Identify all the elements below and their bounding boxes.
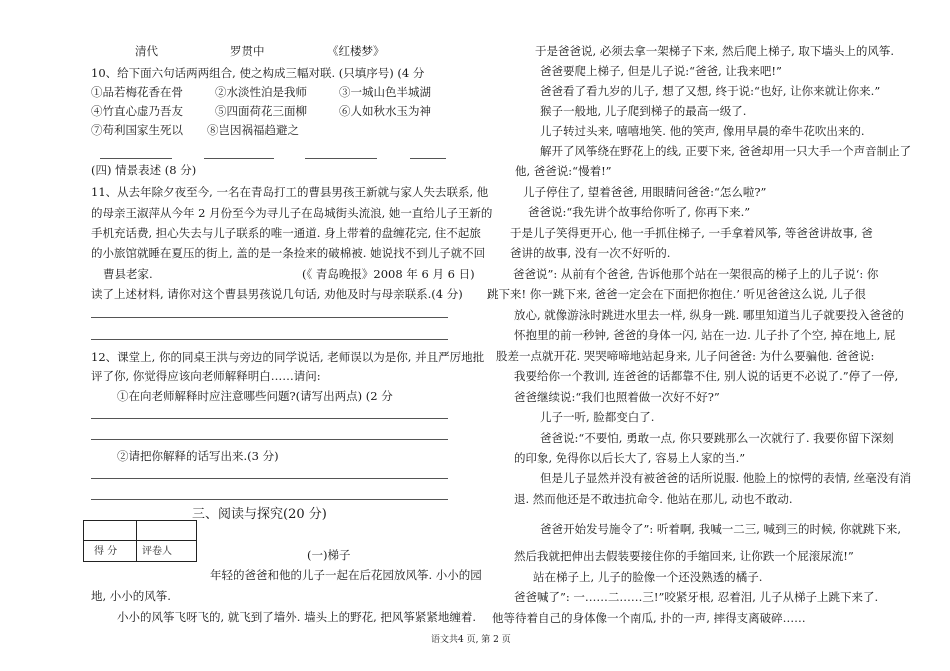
- right-line-18: 爸爸继续说:“我们也照着做一次好不好?”: [514, 390, 720, 404]
- q10-blank-4[interactable]: [410, 158, 446, 159]
- q10-opt-5: ⑤四面荷花三面柳: [215, 104, 307, 118]
- right-line-12: 爸爸说”: 从前有个爸爸, 告诉他那个站在一架很高的梯子上的儿子说‘: 你: [513, 267, 879, 281]
- score-box: [83, 520, 197, 562]
- right-line-10: 于是儿子笑得更开心, 他一手抓住梯子, 一手拿着风筝, 等爸爸讲故事, 爸: [510, 226, 873, 240]
- q11-line-2: 的母亲王淑萍从今年 2 月份至今为寻儿子在岛城街头流浪, 她一直给儿子王新的: [91, 206, 493, 220]
- q10-stem: 10、给下面六句话两两组合, 使之构成三幅对联. (只填序号) (4 分: [91, 66, 425, 80]
- page-footer: 语文共4 页, 第 2 页: [431, 635, 511, 645]
- q11-last-line: 曹县老家.: [103, 267, 153, 281]
- q11-line-4: 的小旅馆就睡在夏压的街上, 盖的是一条捡来的破棉被. 她说找不到儿子就不回: [91, 246, 486, 260]
- story-title: (一)梯子: [307, 548, 351, 562]
- q12-sub-2: ②请把你解释的话写出来.(3 分): [117, 449, 279, 463]
- q10-blank-1[interactable]: [100, 158, 172, 159]
- q11-ask: 读了上述材料, 请你对这个曹县男孩说几句话, 劝他及时与母亲联系.(4 分): [91, 287, 463, 301]
- right-line-25: 然后我就把伸出去假装要接住你的手缩回来, 让你跌一个屁滚尿流!”: [514, 549, 854, 563]
- book-title: 《红楼梦》: [327, 44, 385, 58]
- right-line-2: 爸爸要爬上梯子, 但是儿子说:“爸爸, 让我来吧!”: [540, 64, 782, 78]
- right-line-9: 爸爸说:“我先讲个故事给你听了, 你再下来.”: [528, 205, 751, 219]
- right-line-5: 儿子转过头来, 嘻嘻地笑. 他的笑声, 像用早晨的牵牛花吹出来的.: [540, 124, 865, 138]
- story-line-2: 地, 小小的风筝.: [91, 589, 171, 603]
- q12-line-2: 评了你, 你觉得应该向老师解释明白……请问:: [91, 369, 321, 383]
- q11-line-1: 11、从去年除夕夜至今, 一名在青岛打工的曹县男孩王新就与家人失去联系, 他: [91, 185, 489, 199]
- author-2: 罗贯中: [230, 44, 265, 58]
- score-label: 得 分: [94, 546, 118, 557]
- right-line-16: 股差一点就开花. 哭哭啼啼地站起身来, 儿子问爸爸: 为什么要骗他. 爸爸说:: [496, 349, 875, 363]
- grader-label: 评卷人: [142, 546, 172, 557]
- story-line-3: 小小的风筝飞呀飞的, 就飞到了墙外. 墙头上的野花, 把风筝紧紧地缠着.: [117, 610, 477, 624]
- right-line-13: 跳下来! 你一跳下来, 爸爸一定会在下面把你抱住.’ 听见爸爸这么说, 儿子很: [487, 287, 866, 301]
- right-line-1: 于是爸爸说, 必须去拿一架梯子下来, 然后爬上梯子, 取下墙头上的风筝.: [535, 44, 895, 58]
- section-3-heading: 三、阅读与探究(20 分): [192, 507, 327, 522]
- author-1: 清代: [135, 44, 158, 58]
- q10-blank-3[interactable]: [305, 158, 377, 159]
- right-line-22: 但是儿子显然并没有被爸爸的话所说服. 他脸上的惊愕的表情, 丝毫没有消: [540, 471, 912, 485]
- q10-opt-6: ⑥人如秋水玉为神: [339, 104, 431, 118]
- right-line-6: 解开了风筝绕在野花上的线, 正要下来, 爸爸却用一只大手一个声音制止了: [540, 144, 912, 158]
- q11-answer-line-2[interactable]: [91, 339, 448, 340]
- right-line-20: 爸爸说:“不要怕, 勇敢一点, 你只要跳那么一次就行了. 我要你留下深刻: [540, 431, 894, 445]
- right-line-21: 的印象, 免得你以后长大了, 容易上人家的当.”: [514, 451, 746, 465]
- right-line-8: 儿子停住了, 望着爸爸, 用眼睛问爸爸:“怎么啦?”: [523, 185, 767, 199]
- right-line-26: 站在梯子上, 儿子的脸像一个还没熟透的橘子.: [533, 570, 763, 584]
- q12-answer-line-2[interactable]: [91, 439, 448, 440]
- q11-answer-line-1[interactable]: [91, 317, 448, 318]
- q12-answer-line-3[interactable]: [91, 478, 448, 479]
- right-line-7: 他, 爸爸说:“慢着!”: [515, 164, 612, 178]
- section-4-heading: (四) 情景表述 (8 分): [91, 163, 197, 177]
- q10-opt-2: ②水淡性泊是我师: [215, 85, 307, 99]
- q10-opt-1: ①品若梅花香在骨: [91, 85, 183, 99]
- q10-opt-3: ③一城山色半城湖: [339, 85, 431, 99]
- right-line-17: 我要给你一个教训, 连爸爸的话都靠不住, 别人说的话更不必说了.”停了一停,: [514, 369, 899, 383]
- q12-answer-line-1[interactable]: [91, 418, 448, 419]
- right-line-28: 他等待着自己的身体像一个南瓜, 扑的一声, 摔得支离破碎……: [492, 611, 806, 625]
- q10-opt-4: ④竹直心虚乃吾友: [91, 104, 183, 118]
- q11-line-3: 手机充话费, 担心失去与儿子联系的唯一通道. 身上带着的盘缠花完, 住不起旅: [91, 226, 481, 240]
- q10-blank-2[interactable]: [204, 158, 274, 159]
- q12-line-1: 12、课堂上, 你的同桌王洪与旁边的同学说话, 老师误以为是你, 并且严厉地批: [91, 350, 485, 364]
- q12-sub-1: ①在向老师解释时应注意哪些问题?(请写出两点) (2 分: [117, 389, 393, 403]
- right-line-4: 猴子一般地, 儿子爬到梯子的最高一级了.: [540, 104, 747, 118]
- q12-answer-line-4[interactable]: [91, 499, 448, 500]
- right-line-15: 怀抱里的前一秒钟, 爸爸的身体一闪, 站在一边. 儿子扑了个空, 掉在地上, 屁: [514, 328, 896, 342]
- q10-opt-8: ⑧岂因祸福趋避之: [207, 123, 299, 137]
- right-line-27: 爸爸喊了”: 一……二……三!”咬紧牙根, 忍着泪, 儿子从梯子上跳下来了.: [514, 590, 879, 604]
- right-line-23: 退. 然而他还是不敢违抗命令. 他站在那儿, 动也不敢动.: [514, 492, 793, 506]
- right-line-19: 儿子一听, 脸都变白了.: [540, 410, 655, 424]
- story-line-1: 年轻的爸爸和他的儿子一起在后花园放风筝. 小小的园: [210, 568, 482, 582]
- right-line-14: 放心, 就像游泳时跳进水里去一样, 纵身一跳. 哪里知道当儿子就要投入爸爸的: [514, 308, 904, 322]
- q11-source: (《 青岛晚报》2008 年 6 月 6 日): [302, 267, 475, 281]
- q10-opt-7: ⑦苟利国家生死以: [91, 123, 183, 137]
- right-line-11: 爸讲的故事, 没有一次不好听的.: [510, 246, 671, 260]
- right-line-3: 爸爸看了看九岁的儿子, 想了又想, 终于说:“也好, 让你来就让你来.”: [540, 84, 881, 98]
- right-line-24: 爸爸开始发号施令了”: 听着啊, 我喊一二三, 喊到三的时候, 你就跳下来,: [540, 522, 901, 536]
